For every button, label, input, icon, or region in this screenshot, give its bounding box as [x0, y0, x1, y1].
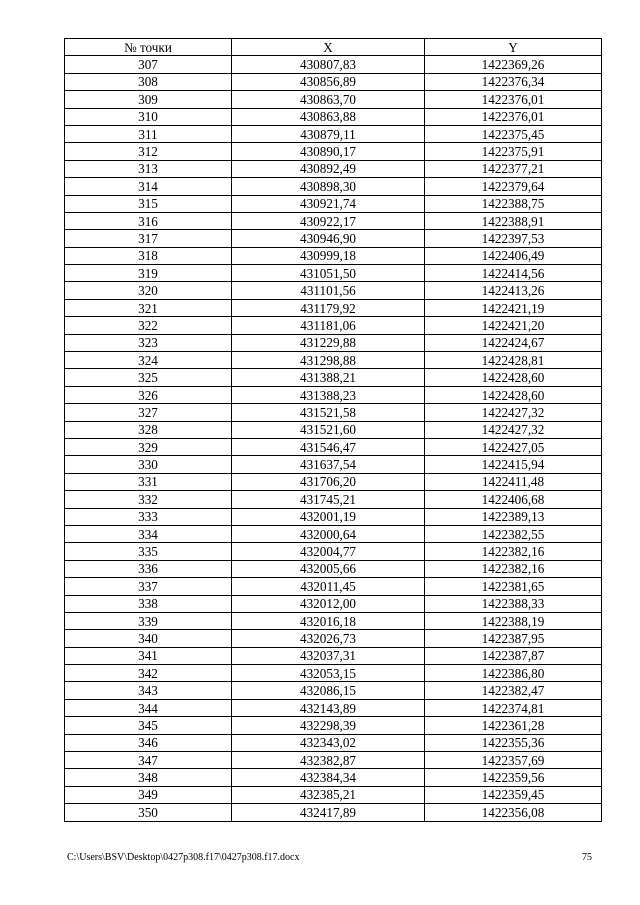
cell-x: 430892,49	[232, 160, 425, 177]
cell-point-number: 350	[65, 804, 232, 821]
cell-y: 1422388,33	[425, 595, 602, 612]
cell-y: 1422382,47	[425, 682, 602, 699]
cell-y: 1422379,64	[425, 178, 602, 195]
cell-point-number: 307	[65, 56, 232, 73]
table-row	[65, 369, 602, 386]
cell-x: 432143,89	[232, 699, 425, 716]
cell-x: 430807,83	[232, 56, 425, 73]
cell-y: 1422376,34	[425, 73, 602, 90]
cell-x: 431521,58	[232, 404, 425, 421]
cell-y: 1422387,95	[425, 630, 602, 647]
cell-y: 1422359,56	[425, 769, 602, 786]
cell-y: 1422427,32	[425, 421, 602, 438]
table-row	[65, 752, 602, 769]
table-row	[65, 665, 602, 682]
cell-point-number: 331	[65, 473, 232, 490]
table-row	[65, 352, 602, 369]
table-row	[65, 56, 602, 73]
table-row	[65, 73, 602, 90]
cell-point-number: 346	[65, 734, 232, 751]
cell-point-number: 312	[65, 143, 232, 160]
cell-point-number: 324	[65, 352, 232, 369]
cell-y: 1422411,48	[425, 473, 602, 490]
cell-y: 1422397,53	[425, 230, 602, 247]
cell-point-number: 317	[65, 230, 232, 247]
cell-y: 1422361,28	[425, 717, 602, 734]
cell-y: 1422382,16	[425, 543, 602, 560]
cell-point-number: 316	[65, 212, 232, 229]
cell-x: 432343,02	[232, 734, 425, 751]
cell-y: 1422369,26	[425, 56, 602, 73]
table-row	[65, 195, 602, 212]
cell-x: 432298,39	[232, 717, 425, 734]
table-row	[65, 491, 602, 508]
cell-point-number: 321	[65, 299, 232, 316]
cell-y: 1422359,45	[425, 786, 602, 803]
cell-y: 1422421,20	[425, 317, 602, 334]
table-row	[65, 699, 602, 716]
cell-point-number: 328	[65, 421, 232, 438]
table-row	[65, 612, 602, 629]
header-point-number: № точки	[65, 39, 232, 56]
cell-x: 431546,47	[232, 438, 425, 455]
cell-y: 1422356,08	[425, 804, 602, 821]
cell-y: 1422424,67	[425, 334, 602, 351]
cell-point-number: 308	[65, 73, 232, 90]
table-row	[65, 508, 602, 525]
cell-y: 1422389,13	[425, 508, 602, 525]
cell-y: 1422421,19	[425, 299, 602, 316]
cell-y: 1422414,56	[425, 265, 602, 282]
cell-point-number: 349	[65, 786, 232, 803]
table-row	[65, 804, 602, 821]
table-row	[65, 108, 602, 125]
table-row	[65, 334, 602, 351]
cell-point-number: 335	[65, 543, 232, 560]
table-row	[65, 473, 602, 490]
cell-x: 432001,19	[232, 508, 425, 525]
cell-y: 1422406,49	[425, 247, 602, 264]
cell-x: 430863,70	[232, 91, 425, 108]
cell-y: 1422388,19	[425, 612, 602, 629]
cell-x: 430922,17	[232, 212, 425, 229]
cell-point-number: 340	[65, 630, 232, 647]
cell-y: 1422375,91	[425, 143, 602, 160]
table-row	[65, 786, 602, 803]
cell-y: 1422388,75	[425, 195, 602, 212]
cell-point-number: 322	[65, 317, 232, 334]
table-row	[65, 160, 602, 177]
cell-x: 432012,00	[232, 595, 425, 612]
table-row	[65, 717, 602, 734]
cell-x: 432417,89	[232, 804, 425, 821]
table-row	[65, 125, 602, 142]
cell-point-number: 311	[65, 125, 232, 142]
header-y: Y	[425, 39, 602, 56]
cell-point-number: 319	[65, 265, 232, 282]
cell-x: 432384,34	[232, 769, 425, 786]
cell-point-number: 327	[65, 404, 232, 421]
cell-point-number: 314	[65, 178, 232, 195]
cell-point-number: 310	[65, 108, 232, 125]
cell-point-number: 309	[65, 91, 232, 108]
cell-y: 1422386,80	[425, 665, 602, 682]
cell-x: 430856,89	[232, 73, 425, 90]
cell-y: 1422406,68	[425, 491, 602, 508]
table-row	[65, 456, 602, 473]
cell-x: 430999,18	[232, 247, 425, 264]
cell-x: 432000,64	[232, 525, 425, 542]
cell-y: 1422376,01	[425, 91, 602, 108]
cell-y: 1422381,65	[425, 578, 602, 595]
cell-point-number: 337	[65, 578, 232, 595]
cell-x: 431637,54	[232, 456, 425, 473]
cell-point-number: 323	[65, 334, 232, 351]
cell-x: 430898,30	[232, 178, 425, 195]
cell-point-number: 341	[65, 647, 232, 664]
footer-file-path: C:\Users\BSV\Desktop\0427p308.f17\0427p308.f17.docx	[67, 852, 300, 863]
cell-y: 1422374,81	[425, 699, 602, 716]
table-row	[65, 299, 602, 316]
table-row	[65, 438, 602, 455]
cell-x: 432382,87	[232, 752, 425, 769]
table-row	[65, 421, 602, 438]
cell-point-number: 348	[65, 769, 232, 786]
cell-point-number: 334	[65, 525, 232, 542]
table-row	[65, 560, 602, 577]
cell-point-number: 343	[65, 682, 232, 699]
cell-x: 432037,31	[232, 647, 425, 664]
cell-point-number: 342	[65, 665, 232, 682]
cell-point-number: 339	[65, 612, 232, 629]
cell-y: 1422428,60	[425, 386, 602, 403]
cell-point-number: 333	[65, 508, 232, 525]
footer-page-number: 75	[582, 852, 592, 863]
cell-x: 432026,73	[232, 630, 425, 647]
cell-x: 430863,88	[232, 108, 425, 125]
cell-x: 431179,92	[232, 299, 425, 316]
cell-point-number: 313	[65, 160, 232, 177]
cell-y: 1422355,36	[425, 734, 602, 751]
table-row	[65, 143, 602, 160]
cell-y: 1422357,69	[425, 752, 602, 769]
cell-point-number: 325	[65, 369, 232, 386]
cell-point-number: 329	[65, 438, 232, 455]
cell-x: 432385,21	[232, 786, 425, 803]
cell-x: 432011,45	[232, 578, 425, 595]
table-row	[65, 734, 602, 751]
cell-y: 1422428,81	[425, 352, 602, 369]
cell-y: 1422427,05	[425, 438, 602, 455]
table-row	[65, 578, 602, 595]
cell-x: 432086,15	[232, 682, 425, 699]
cell-x: 432016,18	[232, 612, 425, 629]
cell-x: 431745,21	[232, 491, 425, 508]
cell-y: 1422415,94	[425, 456, 602, 473]
cell-point-number: 320	[65, 282, 232, 299]
cell-x: 432005,66	[232, 560, 425, 577]
cell-x: 432004,77	[232, 543, 425, 560]
table-body	[65, 56, 602, 821]
cell-point-number: 344	[65, 699, 232, 716]
cell-y: 1422387,87	[425, 647, 602, 664]
table-row	[65, 595, 602, 612]
cell-x: 431706,20	[232, 473, 425, 490]
table-row	[65, 265, 602, 282]
table-row	[65, 386, 602, 403]
cell-x: 431181,06	[232, 317, 425, 334]
cell-x: 431388,23	[232, 386, 425, 403]
cell-y: 1422413,26	[425, 282, 602, 299]
table-row	[65, 543, 602, 560]
cell-x: 431388,21	[232, 369, 425, 386]
cell-y: 1422427,32	[425, 404, 602, 421]
cell-point-number: 336	[65, 560, 232, 577]
header-x: X	[232, 39, 425, 56]
table-header-row	[65, 39, 602, 56]
cell-y: 1422428,60	[425, 369, 602, 386]
cell-x: 430946,90	[232, 230, 425, 247]
cell-point-number: 326	[65, 386, 232, 403]
cell-x: 431101,56	[232, 282, 425, 299]
cell-y: 1422375,45	[425, 125, 602, 142]
table-row	[65, 630, 602, 647]
table-row	[65, 317, 602, 334]
cell-y: 1422388,91	[425, 212, 602, 229]
cell-point-number: 332	[65, 491, 232, 508]
table-row	[65, 230, 602, 247]
cell-point-number: 347	[65, 752, 232, 769]
coordinates-table	[64, 38, 602, 822]
cell-point-number: 315	[65, 195, 232, 212]
table-row	[65, 682, 602, 699]
cell-point-number: 345	[65, 717, 232, 734]
cell-x: 430879,11	[232, 125, 425, 142]
cell-x: 430921,74	[232, 195, 425, 212]
table-row	[65, 525, 602, 542]
table-row	[65, 404, 602, 421]
cell-x: 431051,50	[232, 265, 425, 282]
cell-y: 1422376,01	[425, 108, 602, 125]
cell-point-number: 330	[65, 456, 232, 473]
cell-y: 1422382,55	[425, 525, 602, 542]
table-row	[65, 282, 602, 299]
table-row	[65, 178, 602, 195]
cell-point-number: 318	[65, 247, 232, 264]
cell-y: 1422377,21	[425, 160, 602, 177]
cell-point-number: 338	[65, 595, 232, 612]
table-row	[65, 212, 602, 229]
table-row	[65, 647, 602, 664]
table-row	[65, 769, 602, 786]
cell-x: 431298,88	[232, 352, 425, 369]
cell-x: 431521,60	[232, 421, 425, 438]
table-row	[65, 91, 602, 108]
cell-x: 432053,15	[232, 665, 425, 682]
table-row	[65, 247, 602, 264]
cell-x: 430890,17	[232, 143, 425, 160]
cell-x: 431229,88	[232, 334, 425, 351]
cell-y: 1422382,16	[425, 560, 602, 577]
